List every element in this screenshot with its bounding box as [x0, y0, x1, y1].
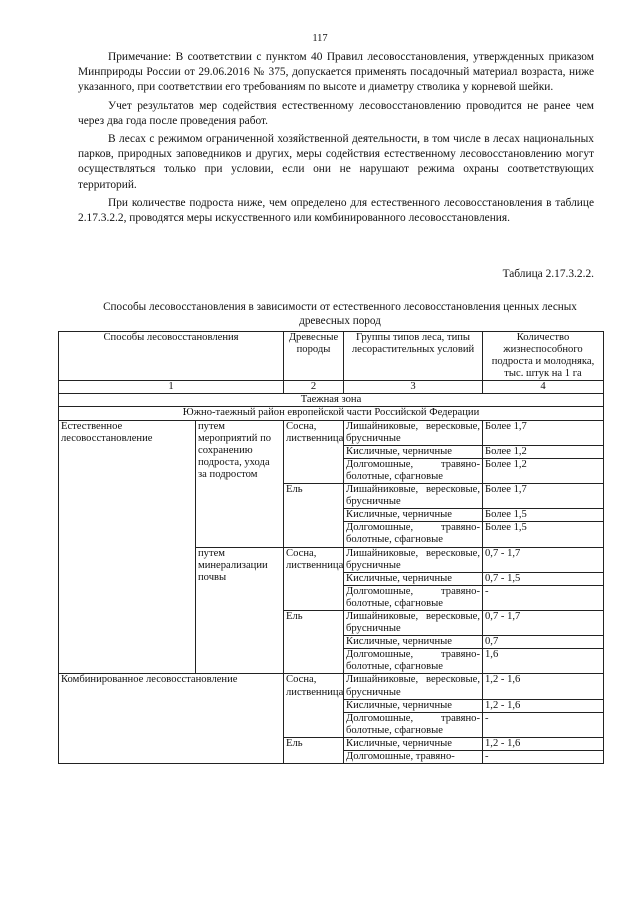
- header-quantity: Количество жизнеспособного подроста и молодняка, тыс. штук на 1 га: [483, 332, 604, 381]
- species-spruce: Ель: [284, 737, 344, 763]
- column-number-row: [59, 381, 604, 394]
- paragraph-artificial-measures: При количестве подроста ниже, чем определено для естественного лесовосстановления в таблице 2.17.3.2.2, проводятся меры искусственного или комбинированного лесовосстановления.: [78, 196, 594, 225]
- reforestation-table: [58, 331, 604, 764]
- quantity-value: Более 1,2: [483, 458, 604, 483]
- zone-row: [59, 394, 604, 407]
- forest-type: Кисличные, черничные: [344, 509, 483, 522]
- forest-type: Долгомошные, травяно-: [344, 751, 483, 764]
- table-row: [59, 674, 604, 699]
- header-method: Способы лесовосстановления: [59, 332, 284, 381]
- forest-type: Долгомошные, травяно-болотные, сфагновые: [344, 585, 483, 610]
- forest-type: Кисличные, черничные: [344, 572, 483, 585]
- quantity-value: 1,2 - 1,6: [483, 699, 604, 712]
- page-number: 117: [312, 33, 328, 44]
- quantity-value: 1,6: [483, 649, 604, 674]
- forest-type: Кисличные, черничные: [344, 445, 483, 458]
- forest-type: Кисличные, черничные: [344, 699, 483, 712]
- quantity-value: -: [483, 712, 604, 737]
- paragraph-accounting: Учет результатов мер содействия естественному лесовосстановлению проводится не ранее чем через два года после проведения работ.: [78, 99, 594, 127]
- quantity-value: 1,2 - 1,6: [483, 737, 604, 750]
- header-row: [59, 332, 604, 381]
- forest-type: Лишайниковые, вересковые, брусничные: [344, 674, 483, 699]
- column-number: 2: [284, 381, 344, 394]
- quantity-value: Более 1,5: [483, 522, 604, 547]
- column-number: 4: [483, 381, 604, 394]
- quantity-value: 0,7 - 1,7: [483, 547, 604, 572]
- quantity-value: 1,2 - 1,6: [483, 674, 604, 699]
- quantity-value: 0,7 - 1,7: [483, 610, 604, 635]
- body-text: [78, 50, 594, 229]
- species-spruce: Ель: [284, 484, 344, 547]
- method-combined: Комбинированное лесовосстановление: [59, 674, 284, 764]
- forest-type: Лишайниковые, вересковые, брусничные: [344, 610, 483, 635]
- species-pine-larch: Сосна, лиственница: [284, 547, 344, 610]
- region-label: Южно-таежный район европейской части Российской Федерации: [59, 407, 604, 420]
- column-number: 3: [344, 381, 483, 394]
- quantity-value: 0,7: [483, 636, 604, 649]
- region-row: [59, 407, 604, 420]
- forest-type: Долгомошные, травяно-болотные, сфагновые: [344, 458, 483, 483]
- quantity-value: 0,7 - 1,5: [483, 572, 604, 585]
- table-caption: Способы лесовосстановления в зависимости от естественного лесовосстановления ценных лесных древесных пород: [103, 301, 577, 327]
- submethod-care: путем мероприятий по сохранению подроста, ухода за подростом: [196, 420, 284, 547]
- forest-type: Долгомошные, травяно-болотные, сфагновые: [344, 522, 483, 547]
- forest-type: Долгомошные, травяно-болотные, сфагновые: [344, 712, 483, 737]
- table-label: Таблица 2.17.3.2.2.: [502, 268, 594, 280]
- forest-type: Лишайниковые, вересковые, брусничные: [344, 420, 483, 445]
- zone-label: Таежная зона: [59, 394, 604, 407]
- paragraph-note: Примечание: В соответствии с пунктом 40 Правил лесовосстановления, утвержденных приказом Минприроды России от 29.06.2016 № 375, допускается применять посадочный материал возраста, ниже указанного, при соответствии его требованиям по высоте и диаметру стволика у корневой шейки.: [78, 51, 594, 94]
- forest-type: Кисличные, черничные: [344, 636, 483, 649]
- forest-type: Кисличные, черничные: [344, 737, 483, 750]
- species-pine-larch: Сосна, лиственница: [284, 674, 344, 737]
- species-spruce: Ель: [284, 610, 344, 673]
- header-species: Древесные породы: [284, 332, 344, 381]
- species-pine-larch: Сосна, лиственница: [284, 420, 344, 483]
- header-forest-groups: Группы типов леса, типы лесорастительных условий: [344, 332, 483, 381]
- quantity-value: Более 1,7: [483, 420, 604, 445]
- table-row: [59, 420, 604, 445]
- quantity-value: Более 1,5: [483, 509, 604, 522]
- submethod-mineral: путем минерализации почвы: [196, 547, 284, 674]
- paragraph-restricted-forests: В лесах с режимом ограниченной хозяйственной деятельности, в том числе в лесах национальных парков, природных заповедников и других, меры содействия естественному лесовосстановлению могут осуществляться только при условии, если они не нарушают режима охраны соответствующих территорий.: [78, 133, 594, 191]
- method-natural: Естественное лесовосстановление: [59, 420, 196, 674]
- quantity-value: Более 1,7: [483, 484, 604, 509]
- forest-type: Лишайниковые, вересковые, брусничные: [344, 484, 483, 509]
- forest-type: Лишайниковые, вересковые, брусничные: [344, 547, 483, 572]
- quantity-value: -: [483, 751, 604, 764]
- quantity-value: -: [483, 585, 604, 610]
- quantity-value: Более 1,2: [483, 445, 604, 458]
- forest-type: Долгомошные, травяно-болотные, сфагновые: [344, 649, 483, 674]
- column-number: 1: [59, 381, 284, 394]
